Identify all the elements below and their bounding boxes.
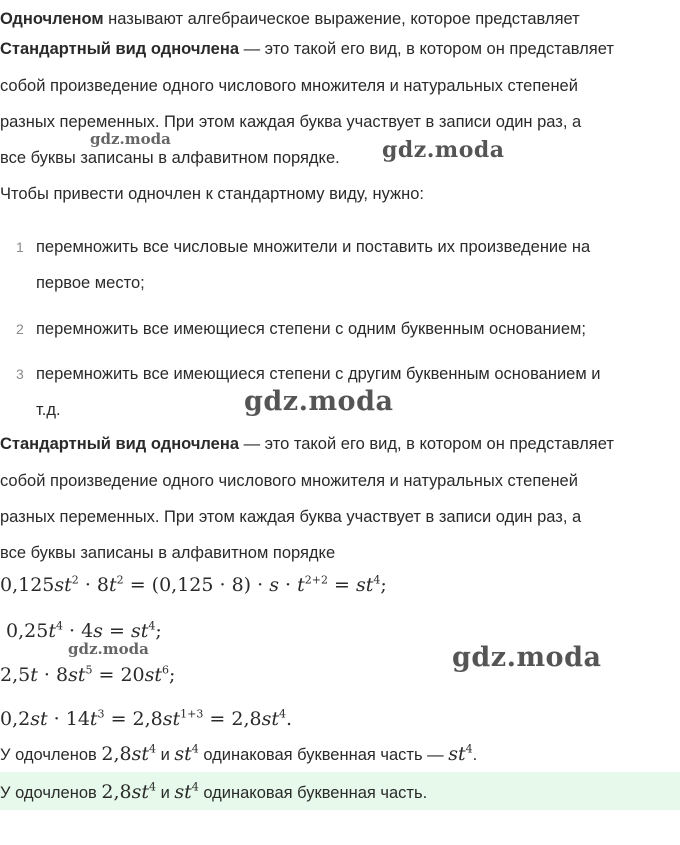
term-bold: Одночленом: [0, 10, 104, 28]
text: — это такой его вид, в котором он представляет: [239, 40, 614, 58]
steps-intro: Чтобы привести одночлен к стандартному виду, нужно:: [0, 185, 424, 203]
standard-form-line-4: все буквы записаны в алфавитном порядке.: [0, 149, 340, 167]
text: — это такой его вид, в котором он представляет: [239, 435, 614, 453]
conclusion-answer: У одочленов $2,8st^4$ и $st^4$ одинаковая буквенная часть.: [0, 780, 428, 803]
list-item: перемножить все числовые множители и поставить их произведение на: [36, 238, 591, 256]
term-bold: Стандартный вид одночлена: [0, 435, 239, 453]
standard-form2-line-1: [0, 433, 614, 455]
list-number: 2: [16, 321, 24, 337]
watermark: gdz.moda: [90, 130, 171, 148]
watermark: gdz.moda: [382, 137, 505, 163]
term-bold: Стандартный вид одночлена: [0, 40, 239, 58]
watermark: gdz.moda: [452, 642, 602, 673]
list-item: перемножить все имеющиеся степени с одним буквенным основанием;: [36, 320, 586, 338]
text: называют алгебраическое выражение, которое представляет: [103, 10, 580, 28]
standard-form-line-1: [0, 38, 614, 60]
standard-form2-line-4: все буквы записаны в алфавитном порядке: [0, 544, 336, 562]
standard-form2-line-3: разных переменных. При этом каждая буква участвует в записи один раз, а: [0, 508, 582, 526]
list-number: 3: [16, 366, 24, 382]
equation-3: $2,5t \cdot 8st^5 = 20st^6$;: [0, 663, 176, 686]
list-number: 1: [16, 239, 24, 255]
equation-2: $0,25t^4 \cdot 4s = st^4$;: [6, 619, 162, 642]
conclusion-1: У одочленов $2,8st^4$ и $st^4$ одинаковая буквенная часть — $st^4$.: [0, 742, 478, 765]
list-item-continuation: т.д.: [36, 401, 61, 419]
list-item-continuation: первое место;: [36, 274, 145, 292]
standard-form-line-3: разных переменных. При этом каждая буква участвует в записи один раз, а: [0, 113, 582, 131]
definition-monomial: [0, 8, 580, 30]
equation-4: $0,2st \cdot 14t^3 = 2,8st^{1+3} = 2,8st^4$.: [0, 707, 293, 730]
standard-form-line-2: собой произведение одного числового множителя и натуральных степеней: [0, 77, 578, 95]
list-item: перемножить все имеющиеся степени с другим буквенным основанием и: [36, 365, 601, 383]
standard-form2-line-2: собой произведение одного числового множителя и натуральных степеней: [0, 472, 578, 490]
equation-1: $0,125st^2 \cdot 8t^2 = (0,125 \cdot 8) \cdot s \cdot t^{2+2} = st^4$;: [0, 573, 387, 596]
watermark: gdz.moda: [68, 640, 149, 658]
watermark: gdz.moda: [244, 386, 394, 417]
